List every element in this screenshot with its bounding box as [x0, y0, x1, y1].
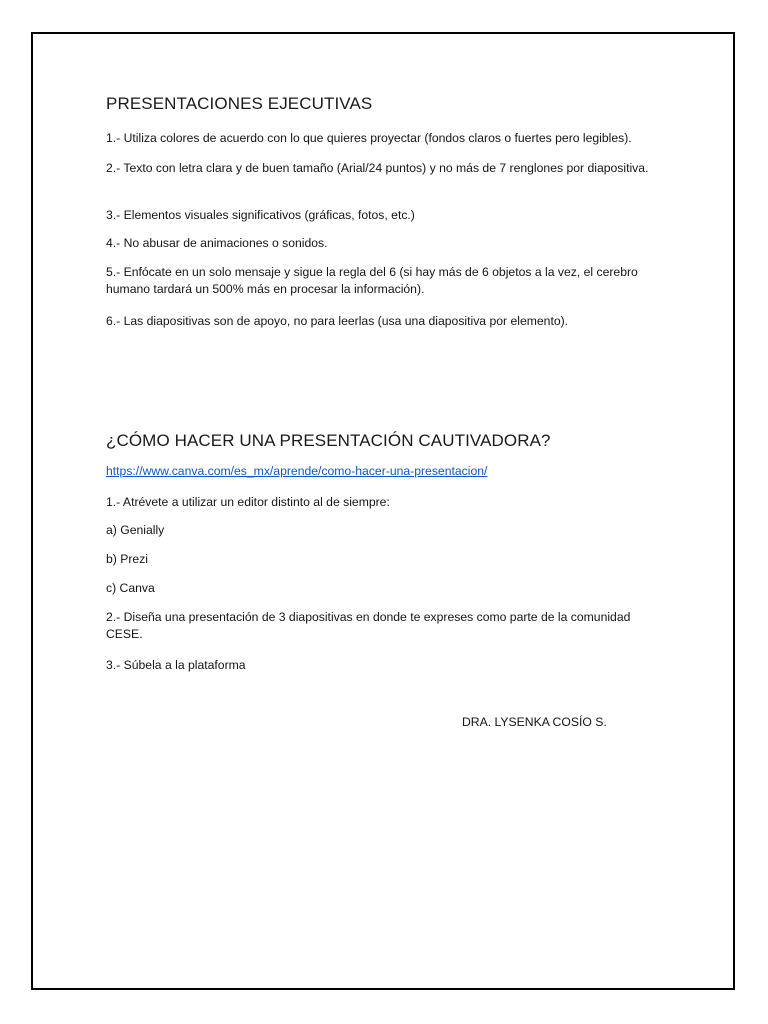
- list-item: 3.- Elementos visuales significativos (gráficas, fotos, etc.): [106, 208, 415, 222]
- list-item: 5.- Enfócate en un solo mensaje y sigue la regla del 6 (si hay más de 6 objetos a la vez, el cerebro humano tardará un 500% más en procesar la información).: [106, 265, 638, 296]
- list-item: 1.- Utiliza colores de acuerdo con lo que quieres proyectar (fondos claros o fuertes pero legibles).: [106, 131, 632, 145]
- option-canva: c) Canva: [106, 581, 155, 595]
- section-title-como-hacer: ¿CÓMO HACER UNA PRESENTACIÓN CAUTIVADORA?: [106, 431, 551, 450]
- signature: DRA. LYSENKA COSÍO S.: [462, 715, 607, 729]
- step-2: 2.- Diseña una presentación de 3 diapositivas en donde te expreses como parte de la comunidad CESE.: [106, 610, 631, 641]
- canva-link[interactable]: https://www.canva.com/es_mx/aprende/como-hacer-una-presentacion/: [106, 464, 488, 478]
- step-3: 3.- Súbela a la plataforma: [106, 658, 246, 672]
- list-item: 2.- Texto con letra clara y de buen tamaño (Arial/24 puntos) y no más de 7 renglones por diapositiva.: [106, 161, 649, 175]
- option-genially: a) Genially: [106, 523, 165, 537]
- section-title-presentaciones-ejecutivas: PRESENTACIONES EJECUTIVAS: [106, 94, 373, 113]
- list-item: 6.- Las diapositivas son de apoyo, no para leerlas (usa una diapositiva por elemento).: [106, 314, 569, 328]
- option-prezi: b) Prezi: [106, 552, 148, 566]
- list-item: 4.- No abusar de animaciones o sonidos.: [106, 236, 328, 250]
- step-1: 1.- Atrévete a utilizar un editor distinto al de siempre:: [106, 495, 390, 509]
